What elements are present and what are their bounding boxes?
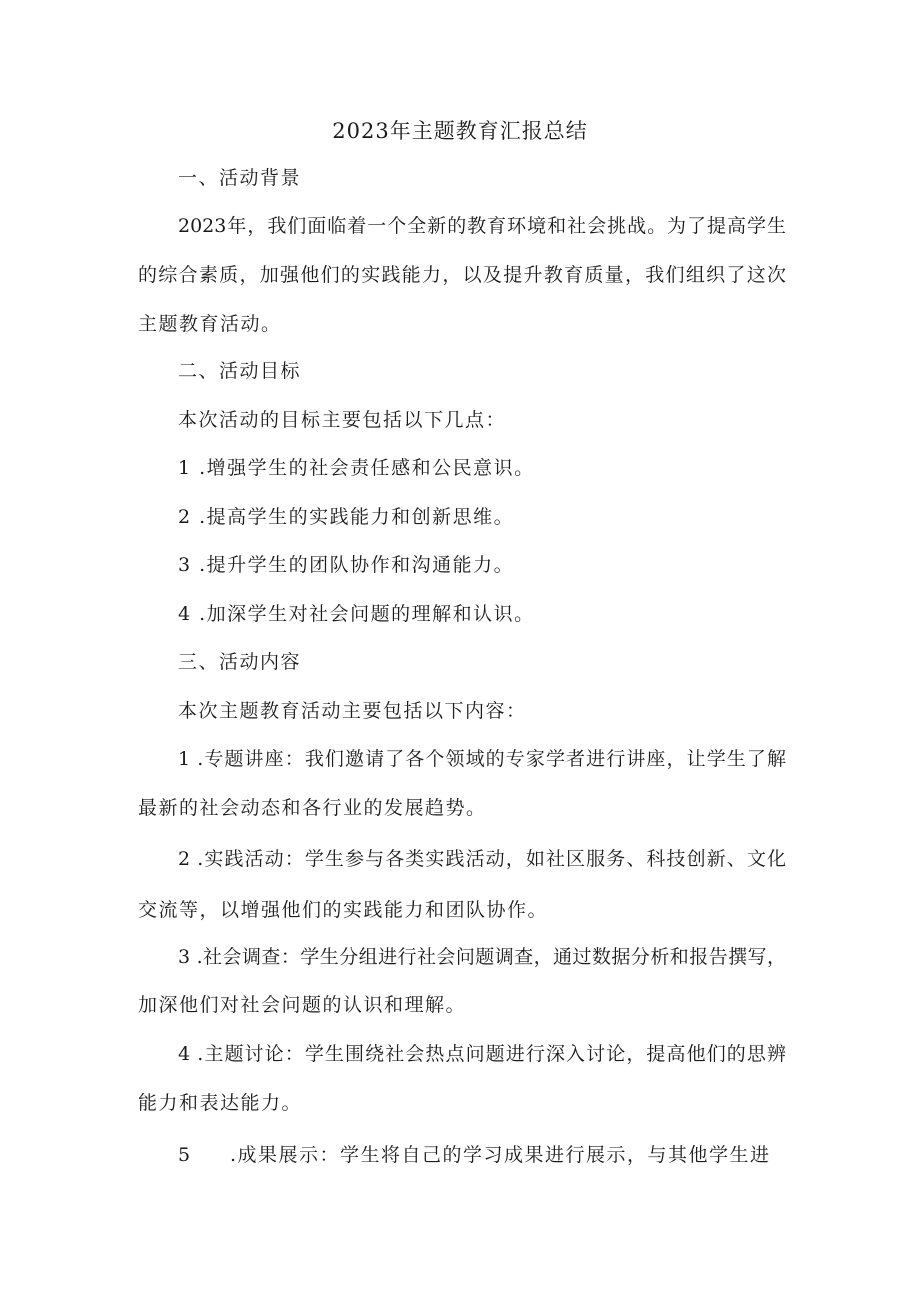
paragraph-line: 2023年，我们面临着一个全新的教育环境和社会挑战。为了提高学生: [178, 215, 786, 237]
list-item-line: 4 .主题讨论：学生围绕社会热点问题进行深入讨论，提高他们的思辨: [178, 1043, 786, 1065]
list-item: 3 .提升学生的团队协作和沟通能力。: [178, 554, 515, 576]
paragraph-line: 本次主题教育活动主要包括以下内容：: [178, 700, 527, 722]
list-item: 4 .加深学生对社会问题的理解和认识。: [178, 603, 535, 625]
document-title: 2023年主题教育汇报总结: [332, 119, 588, 143]
list-item-line: 1 .专题讲座：我们邀请了各个领域的专家学者进行讲座，让学生了解: [178, 748, 786, 770]
paragraph-line: 的综合素质，加强他们的实践能力，以及提升教育质量，我们组织了这次: [138, 264, 786, 286]
list-item-line: .成果展示：学生将自己的学习成果进行展示，与其他学生进: [230, 1144, 771, 1166]
paragraph-line: 主题教育活动。: [138, 313, 282, 335]
list-item-line: 加深他们对社会问题的认识和理解。: [138, 994, 467, 1016]
section-heading: 二、活动目标: [178, 360, 302, 382]
section-heading: 一、活动背景: [178, 167, 302, 189]
list-item-line: 3 .社会调查：学生分组进行社会问题调查，通过数据分析和报告撰写，: [178, 946, 786, 968]
list-item-line: 2 .实践活动：学生参与各类实践活动，如社区服务、科技创新、文化: [178, 848, 786, 870]
list-item-number: 5: [178, 1144, 192, 1166]
list-item-line: 能力和表达能力。: [138, 1092, 303, 1114]
list-item-line: 最新的社会动态和各行业的发展趋势。: [138, 797, 487, 819]
paragraph-line: 本次活动的目标主要包括以下几点：: [178, 409, 507, 431]
section-heading: 三、活动内容: [178, 651, 302, 673]
list-item: 2 .提高学生的实践能力和创新思维。: [178, 506, 515, 528]
list-item-line: 交流等，以增强他们的实践能力和团队协作。: [138, 899, 549, 921]
list-item: 1 .增强学生的社会责任感和公民意识。: [178, 457, 535, 479]
